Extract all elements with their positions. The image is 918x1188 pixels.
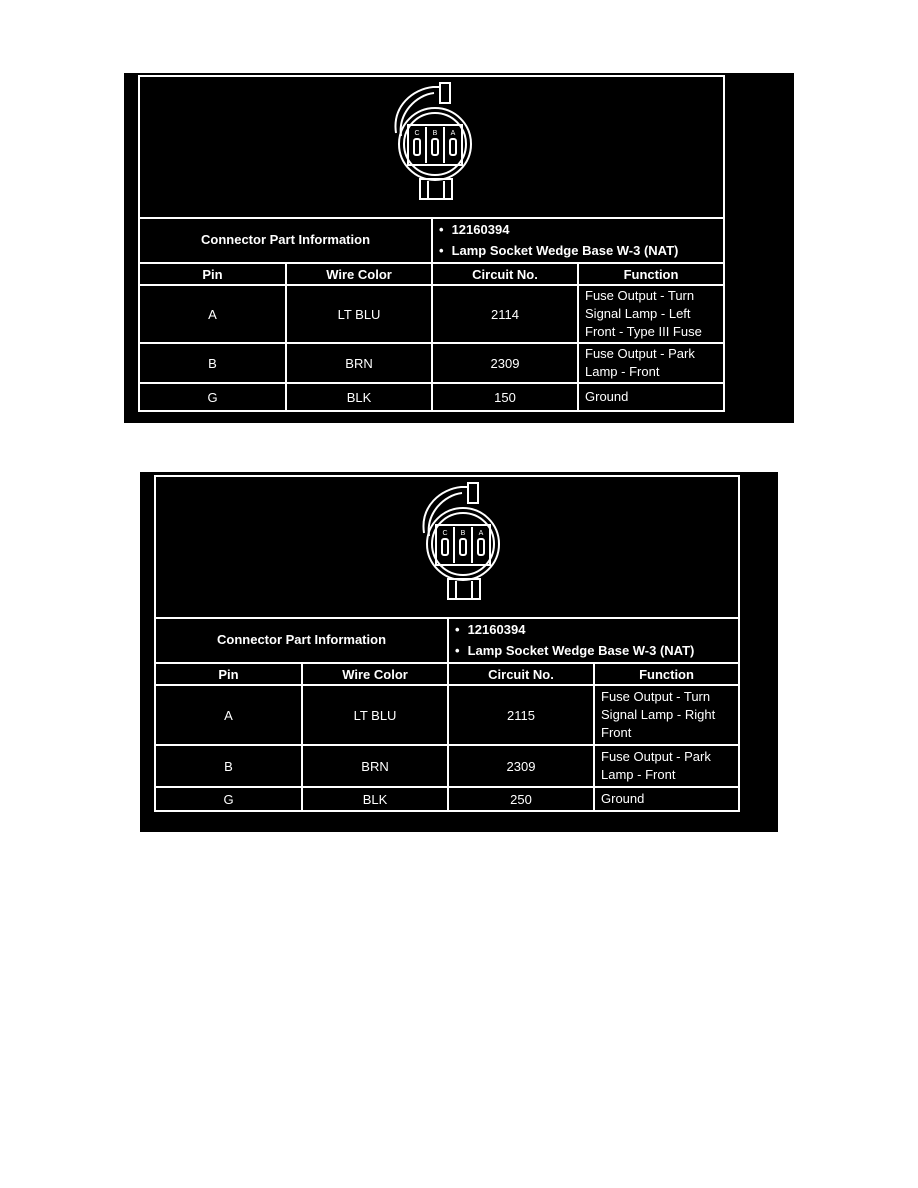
- pin-cell: G: [156, 787, 302, 810]
- wire-color-cell: BRN: [302, 745, 448, 787]
- pin-label: B: [460, 530, 466, 537]
- pin-label: C: [442, 530, 448, 537]
- connector-part-label: Connector Part Information: [156, 617, 448, 663]
- header-wire-color: Wire Color: [286, 263, 432, 285]
- circuit-cell: 2115: [448, 685, 594, 745]
- function-cell: Ground: [594, 787, 738, 810]
- table-row: [140, 383, 723, 410]
- wire-color-cell: BLK: [286, 383, 432, 410]
- function-cell: Fuse Output - Turn Signal Lamp - Right Front: [594, 685, 738, 745]
- table-row: [140, 343, 723, 383]
- pin-cell: B: [156, 745, 302, 787]
- pin-cell: G: [140, 383, 286, 410]
- circuit-cell: 150: [432, 383, 578, 410]
- header-function: Function: [578, 263, 723, 285]
- wire-color-cell: BRN: [286, 343, 432, 383]
- table-row: [156, 685, 738, 745]
- header-circuit: Circuit No.: [432, 263, 578, 285]
- lamp-socket-connector-icon: [406, 481, 516, 606]
- connector-panel-2: [140, 472, 778, 832]
- connector-diagram: [140, 77, 723, 219]
- connector-part-values: [448, 617, 738, 663]
- table-row: [156, 745, 738, 787]
- header-pin: Pin: [140, 263, 286, 285]
- part-number: • 12160394: [439, 219, 723, 240]
- part-name: • Lamp Socket Wedge Base W-3 (NAT): [439, 240, 723, 261]
- pinout-table: [140, 217, 723, 410]
- circuit-cell: 250: [448, 787, 594, 810]
- table-row: [140, 285, 723, 343]
- header-circuit: Circuit No.: [448, 663, 594, 685]
- connector-part-label: Connector Part Information: [140, 217, 432, 263]
- part-name: • Lamp Socket Wedge Base W-3 (NAT): [455, 640, 738, 661]
- connector-frame: [154, 475, 740, 812]
- connector-part-values: [432, 217, 723, 263]
- header-wire-color: Wire Color: [302, 663, 448, 685]
- connector-frame: [138, 75, 725, 412]
- pin-label: A: [450, 130, 456, 137]
- header-pin: Pin: [156, 663, 302, 685]
- connector-panel-1: [124, 73, 794, 423]
- circuit-cell: 2114: [432, 285, 578, 343]
- pinout-table: [156, 617, 738, 810]
- function-cell: Fuse Output - Park Lamp - Front: [594, 745, 738, 787]
- circuit-cell: 2309: [448, 745, 594, 787]
- connector-diagram: [156, 477, 738, 619]
- wire-color-cell: LT BLU: [286, 285, 432, 343]
- wire-color-cell: BLK: [302, 787, 448, 810]
- pin-label: C: [414, 130, 420, 137]
- function-cell: Ground: [578, 383, 723, 410]
- pin-label: B: [432, 130, 438, 137]
- lamp-socket-connector-icon: [378, 81, 488, 206]
- circuit-cell: 2309: [432, 343, 578, 383]
- part-number: • 12160394: [455, 619, 738, 640]
- header-function: Function: [594, 663, 738, 685]
- pin-cell: A: [156, 685, 302, 745]
- function-cell: Fuse Output - Turn Signal Lamp - Left Front - Type III Fuse: [578, 285, 723, 343]
- pin-cell: B: [140, 343, 286, 383]
- wire-color-cell: LT BLU: [302, 685, 448, 745]
- pin-label: A: [478, 530, 484, 537]
- pin-cell: A: [140, 285, 286, 343]
- function-cell: Fuse Output - Park Lamp - Front: [578, 343, 723, 383]
- table-row: [156, 787, 738, 810]
